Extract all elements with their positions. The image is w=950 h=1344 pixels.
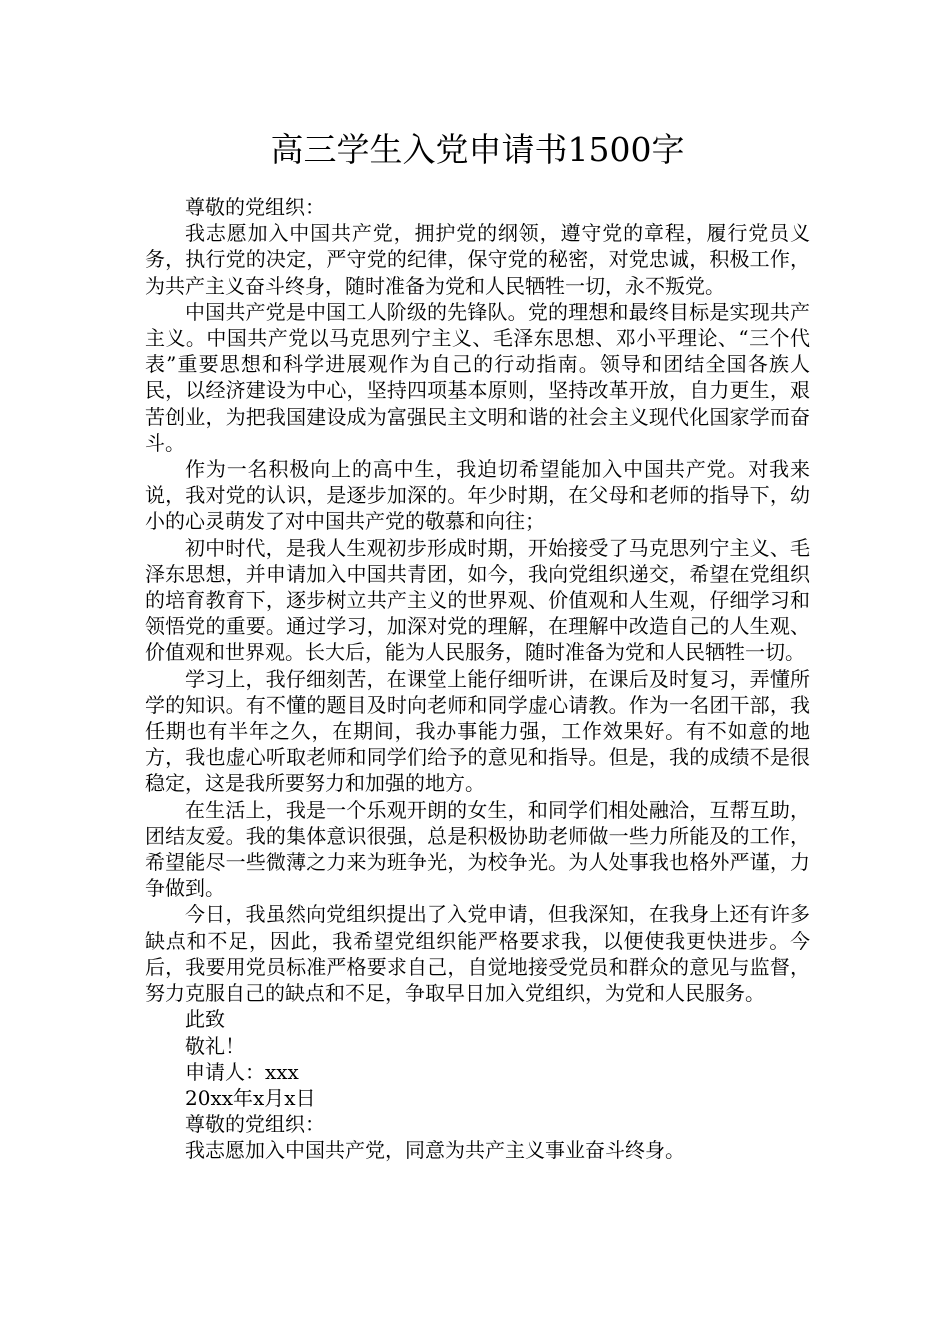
regards: 敬礼！ <box>185 1033 245 1058</box>
paragraph-3: 作为一名积极向上的高中生，我迫切希望能加入中国共产党。对我来说，我对党的认识，是逐步加深的。年少时期，在父母和老师的指导下，幼小的心灵萌发了对中国共产党的敬慕和向往； <box>145 457 810 534</box>
paragraph-2: 中国共产党是中国工人阶级的先锋队。党的理想和最终目标是实现共产主义。中国共产党以马克思列宁主义、毛泽东思想、邓小平理论、“三个代表”重要思想和科学进展观作为自己的行动指南。领导和团结全国各族人民，以经济建设为中心，坚持四项基本原则，坚持改革开放，自力更生，艰苦创业，为把我国建设成为富强民主文明和谐的社会主义现代化国家学而奋斗。 <box>145 299 810 455</box>
document-page <box>145 128 810 1164</box>
document-title: 高三学生入党申请书1500字 <box>270 130 685 169</box>
document-body <box>145 194 810 1164</box>
paragraph-4: 初中时代，是我人生观初步形成时期，开始接受了马克思列宁主义、毛泽东思想，并申请加入中国共青团，如今，我向党组织递交，希望在党组织的培育教育下，逐步树立共产主义的世界观、价值观和人生观，仔细学习和领悟党的重要。通过学习，加深对党的理解，在理解中改造自己的人生观、价值观和世界观。长大后，能为人民服务，随时准备为党和人民牺牲一切。 <box>145 535 810 665</box>
salutation: 尊敬的党组织： <box>185 195 325 219</box>
paragraph-1: 我志愿加入中国共产党，拥护党的纲领，遵守党的章程，履行党员义务，执行党的决定，严守党的纪律，保守党的秘密，对党忠诚，积极工作，为共产主义奋斗终身，随时准备为党和人民牺牲一切，永不叛党。 <box>145 221 810 298</box>
applicant: 申请人：xxx <box>185 1059 299 1084</box>
final-paragraph: 我志愿加入中国共产党，同意为共产主义事业奋斗终身。 <box>185 1138 685 1163</box>
closing: 此致 <box>185 1007 225 1032</box>
paragraph-6: 在生活上，我是一个乐观开朗的女生，和同学们相处融洽，互帮互助，团结友爱。我的集体意识很强，总是积极协助老师做一些力所能及的工作，希望能尽一些微薄之力来为班争光，为校争光。为人处事我也格外严谨，力争做到。 <box>145 797 810 901</box>
salutation-2: 尊敬的党组织： <box>185 1112 325 1137</box>
date: 20xx年x月x日 <box>185 1085 316 1110</box>
paragraph-5: 学习上，我仔细刻苦，在课堂上能仔细听讲，在课后及时复习，弄懂所学的知识。有不懂的题目及时向老师和同学虚心请教。作为一名团干部，我任期也有半年之久，在期间，我办事能力强，工作效果好。有不如意的地方，我也虚心听取老师和同学们给予的意见和指导。但是，我的成绩不是很稳定，这是我所要努力和加强的地方。 <box>145 666 810 796</box>
paragraph-7: 今日，我虽然向党组织提出了入党申请，但我深知，在我身上还有许多缺点和不足，因此，我希望党组织能严格要求我，以便使我更快进步。今后，我要用党员标准严格要求自己，自觉地接受党员和群众的意见与监督，努力克服自己的缺点和不足，争取早日加入党组织，为党和人民服务。 <box>145 902 810 1006</box>
